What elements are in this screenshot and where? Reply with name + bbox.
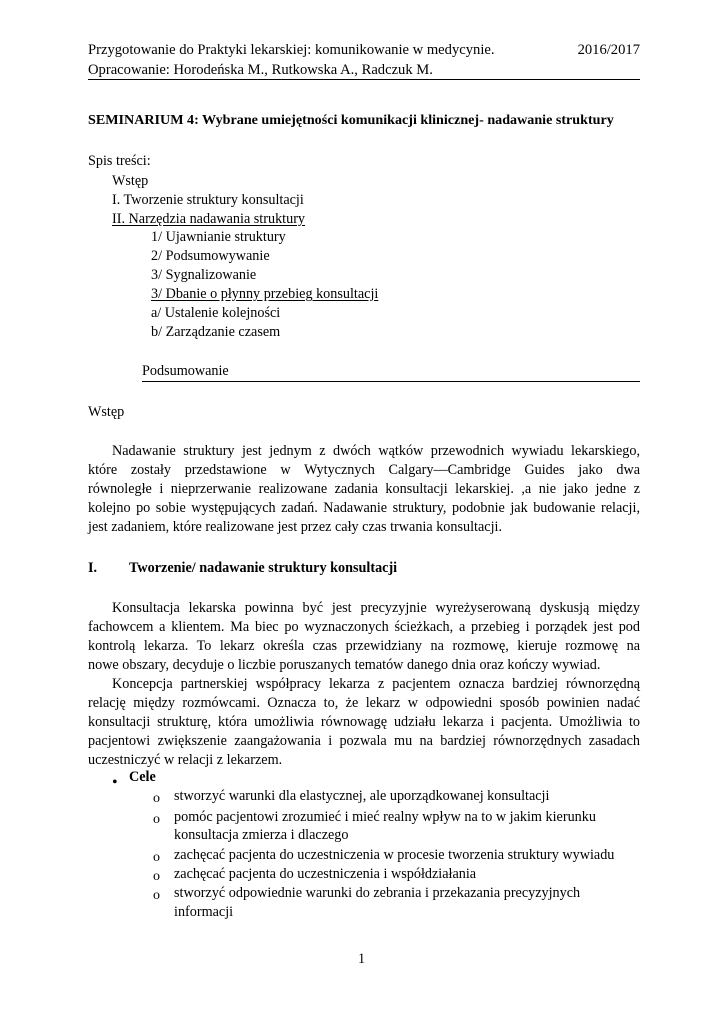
header-authors: Opracowanie: Horodeńska M., Rutkowska A., Radczuk M. <box>88 61 433 78</box>
goal-item: stworzyć warunki dla elastycznej, ale uporządkowanej konsultacji <box>174 788 550 804</box>
circle-bullet-icon: o <box>153 812 160 827</box>
toc-subitem-1: 1/ Ujawnianie struktury <box>151 229 286 245</box>
intro-line: które zostały przedstawione w Wytycznych Calgary—Cambridge Guides jako dwa <box>88 462 640 478</box>
circle-bullet-icon: o <box>153 869 160 884</box>
paragraph-line: konsultacji strukturę, która umożliwia równowagę udziału lekarza i pacjenta. Umożliwia to <box>88 714 640 730</box>
intro-paragraph <box>88 442 640 537</box>
goal-item: zachęcać pacjenta do uczestniczenia i współdziałania <box>174 866 477 882</box>
circle-bullet-icon: o <box>153 850 160 865</box>
toc-item-section-1: I. Tworzenie struktury konsultacji <box>112 192 304 208</box>
paragraph-line: pacjentowi zwiększenie zaangażowania i pozwala mu na bardziej równorzędnych zasadach <box>88 733 640 749</box>
intro-heading: Wstęp <box>88 404 125 420</box>
intro-line: kolejno po sobie występujących zadań. Nadawanie struktury, podobnie jak budowanie relacji, <box>88 500 640 516</box>
toc-subitem-b: b/ Zarządzanie czasem <box>151 324 281 340</box>
toc-subitem-3: 3/ Sygnalizowanie <box>151 267 257 283</box>
section-1-heading: Tworzenie/ nadawanie struktury konsultacji <box>129 560 398 576</box>
goal-item-continued: informacji <box>174 904 234 920</box>
toc-subitem-2: 2/ Podsumowywanie <box>151 248 270 264</box>
paragraph-line: uczestniczyć w relacji z lekarzem. <box>88 752 283 768</box>
toc-heading: Spis treści: <box>88 153 151 169</box>
paragraph-line: Koncepcja partnerskiej współpracy lekarza z pacjentem oznacza bardziej równorzędną <box>112 676 640 692</box>
toc-subitem-a: a/ Ustalenie kolejności <box>151 305 281 321</box>
circle-bullet-icon: o <box>153 791 160 806</box>
toc-item-summary: Podsumowanie <box>142 363 229 379</box>
toc-item-section-2: II. Narzędzia nadawania struktury <box>112 211 306 227</box>
paragraph-line: Konsultacja lekarska powinna być jest precyzyjnie wyreżyserowaną dyskusją między <box>112 600 640 616</box>
paragraph-line: nowe obszary, decyduje o liczbie poruszanych tematów danego dnia oraz kończy wywiad. <box>88 657 601 673</box>
toc-subitem-3b: 3/ Dbanie o płynny przebieg konsultacji <box>151 286 379 302</box>
section-1-number: I. <box>88 560 98 576</box>
toc-divider <box>142 381 640 382</box>
paragraph-line: relację między rozmówcami. Oznacza to, że lekarz w odpowiedni sposób powinien nadać <box>88 695 640 711</box>
section-1-paragraph-1 <box>88 599 640 675</box>
goal-item: pomóc pacjentowi zrozumieć i mieć realny wpływ na to w jakim kierunku <box>174 809 596 825</box>
header-divider <box>88 79 640 80</box>
bullet-dot-icon: • <box>112 774 118 791</box>
goal-item-continued: konsultacja zmierza i dlaczego <box>174 827 349 843</box>
seminar-title: SEMINARIUM 4: Wybrane umiejętności komunikacji klinicznej- nadawanie struktury <box>88 112 614 128</box>
page-header <box>88 41 640 80</box>
paragraph-line: fachowcem a klientem. Ma biec po wyznaczonych ścieżkach, a przebieg i porządek jest pod <box>88 619 640 635</box>
section-1-paragraph-2 <box>88 675 640 770</box>
goal-item: stworzyć odpowiednie warunki do zebrania i przekazania precyzyjnych <box>174 885 581 901</box>
toc-item-intro: Wstęp <box>112 173 149 189</box>
circle-bullet-icon: o <box>153 888 160 903</box>
goal-item: zachęcać pacjenta do uczestniczenia w procesie tworzenia struktury wywiadu <box>174 847 615 863</box>
header-course-title: Przygotowanie do Praktyki lekarskiej: komunikowanie w medycynie. <box>88 42 495 58</box>
page-number: 1 <box>358 951 366 967</box>
goals-bullet-label: Cele <box>129 769 156 785</box>
intro-line: jest zadaniem, które realizowane jest przez cały czas trwania konsultacji. <box>88 519 503 535</box>
intro-line: równoległe i nieprzerwanie realizowane zadania konsultacji lekarskiej. ,a nie jako jedne z <box>88 481 640 497</box>
header-year: 2016/2017 <box>577 42 640 58</box>
paragraph-line: kontrolą lekarza. To lekarz określa czas przewidziany na rozmowę, kieruje rozmowę na <box>88 638 640 654</box>
intro-line: Nadawanie struktury jest jednym z dwóch wątków przewodnich wywiadu lekarskiego, <box>112 443 640 459</box>
